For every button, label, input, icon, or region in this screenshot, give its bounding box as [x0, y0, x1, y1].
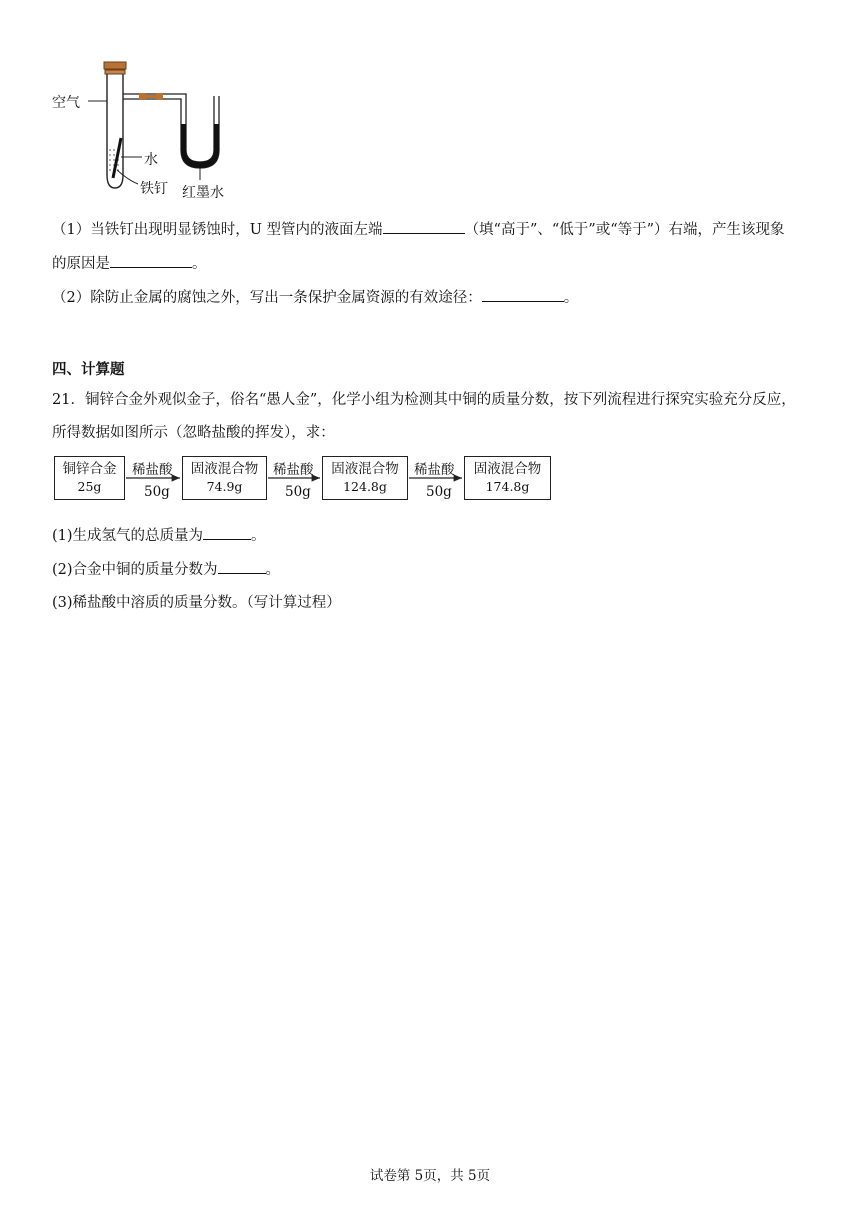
reagent-mass-label: 50g — [144, 484, 170, 500]
answer-blank[interactable] — [218, 559, 266, 574]
page-footer: 试卷第 5页，共 5页 — [369, 1168, 491, 1184]
label-iron-nail: 铁钉 — [140, 181, 168, 197]
flow-box-alloy: 铜锌合金 25g — [54, 456, 125, 500]
reagent-label: 稀盐酸 — [414, 462, 455, 478]
label-air: 空气 — [52, 95, 80, 111]
flow-box-mixture-1: 固液混合物 74.9g — [182, 456, 267, 500]
reagent-mass-label: 50g — [426, 484, 452, 500]
reagent-mass-label: 50g — [285, 484, 311, 500]
q20-part1-line2: 的原因是 。 — [52, 252, 207, 273]
q21-sub1: (1)生成氢气的总质量为 。 — [52, 524, 266, 545]
section-heading: 四、计算题 — [52, 361, 125, 378]
q21-line1: 21．铜锌合金外观似金子，俗名“愚人金”，化学小组为检测其中铜的质量分数，按下列流程进行探究实验充分反应， — [52, 392, 796, 408]
q20-part1-line1: （1）当铁钉出现明显锈蚀时，U 型管内的液面左端 （填“高于”、“低于”或“等于”）右端，产生该现象 — [52, 218, 785, 239]
reagent-label: 稀盐酸 — [273, 462, 314, 478]
answer-blank[interactable] — [203, 525, 251, 540]
q21-line2: 所得数据如图所示（忽略盐酸的挥发），求： — [52, 425, 335, 441]
q21-sub3: (3)稀盐酸中溶质的质量分数。（写计算过程） — [52, 595, 341, 611]
flow-box-mixture-2: 固液混合物 124.8g — [322, 456, 408, 500]
reagent-label: 稀盐酸 — [132, 462, 173, 478]
flow-arrows — [0, 0, 600, 520]
label-water: 水 — [144, 152, 158, 168]
flow-box-mixture-3: 固液混合物 174.8g — [464, 456, 551, 500]
q20-part2: （2）除防止金属的腐蚀之外，写出一条保护金属资源的有效途径： 。 — [52, 286, 578, 307]
q21-sub2: (2)合金中铜的质量分数为 。 — [52, 558, 280, 579]
label-red-ink: 红墨水 — [182, 185, 224, 201]
